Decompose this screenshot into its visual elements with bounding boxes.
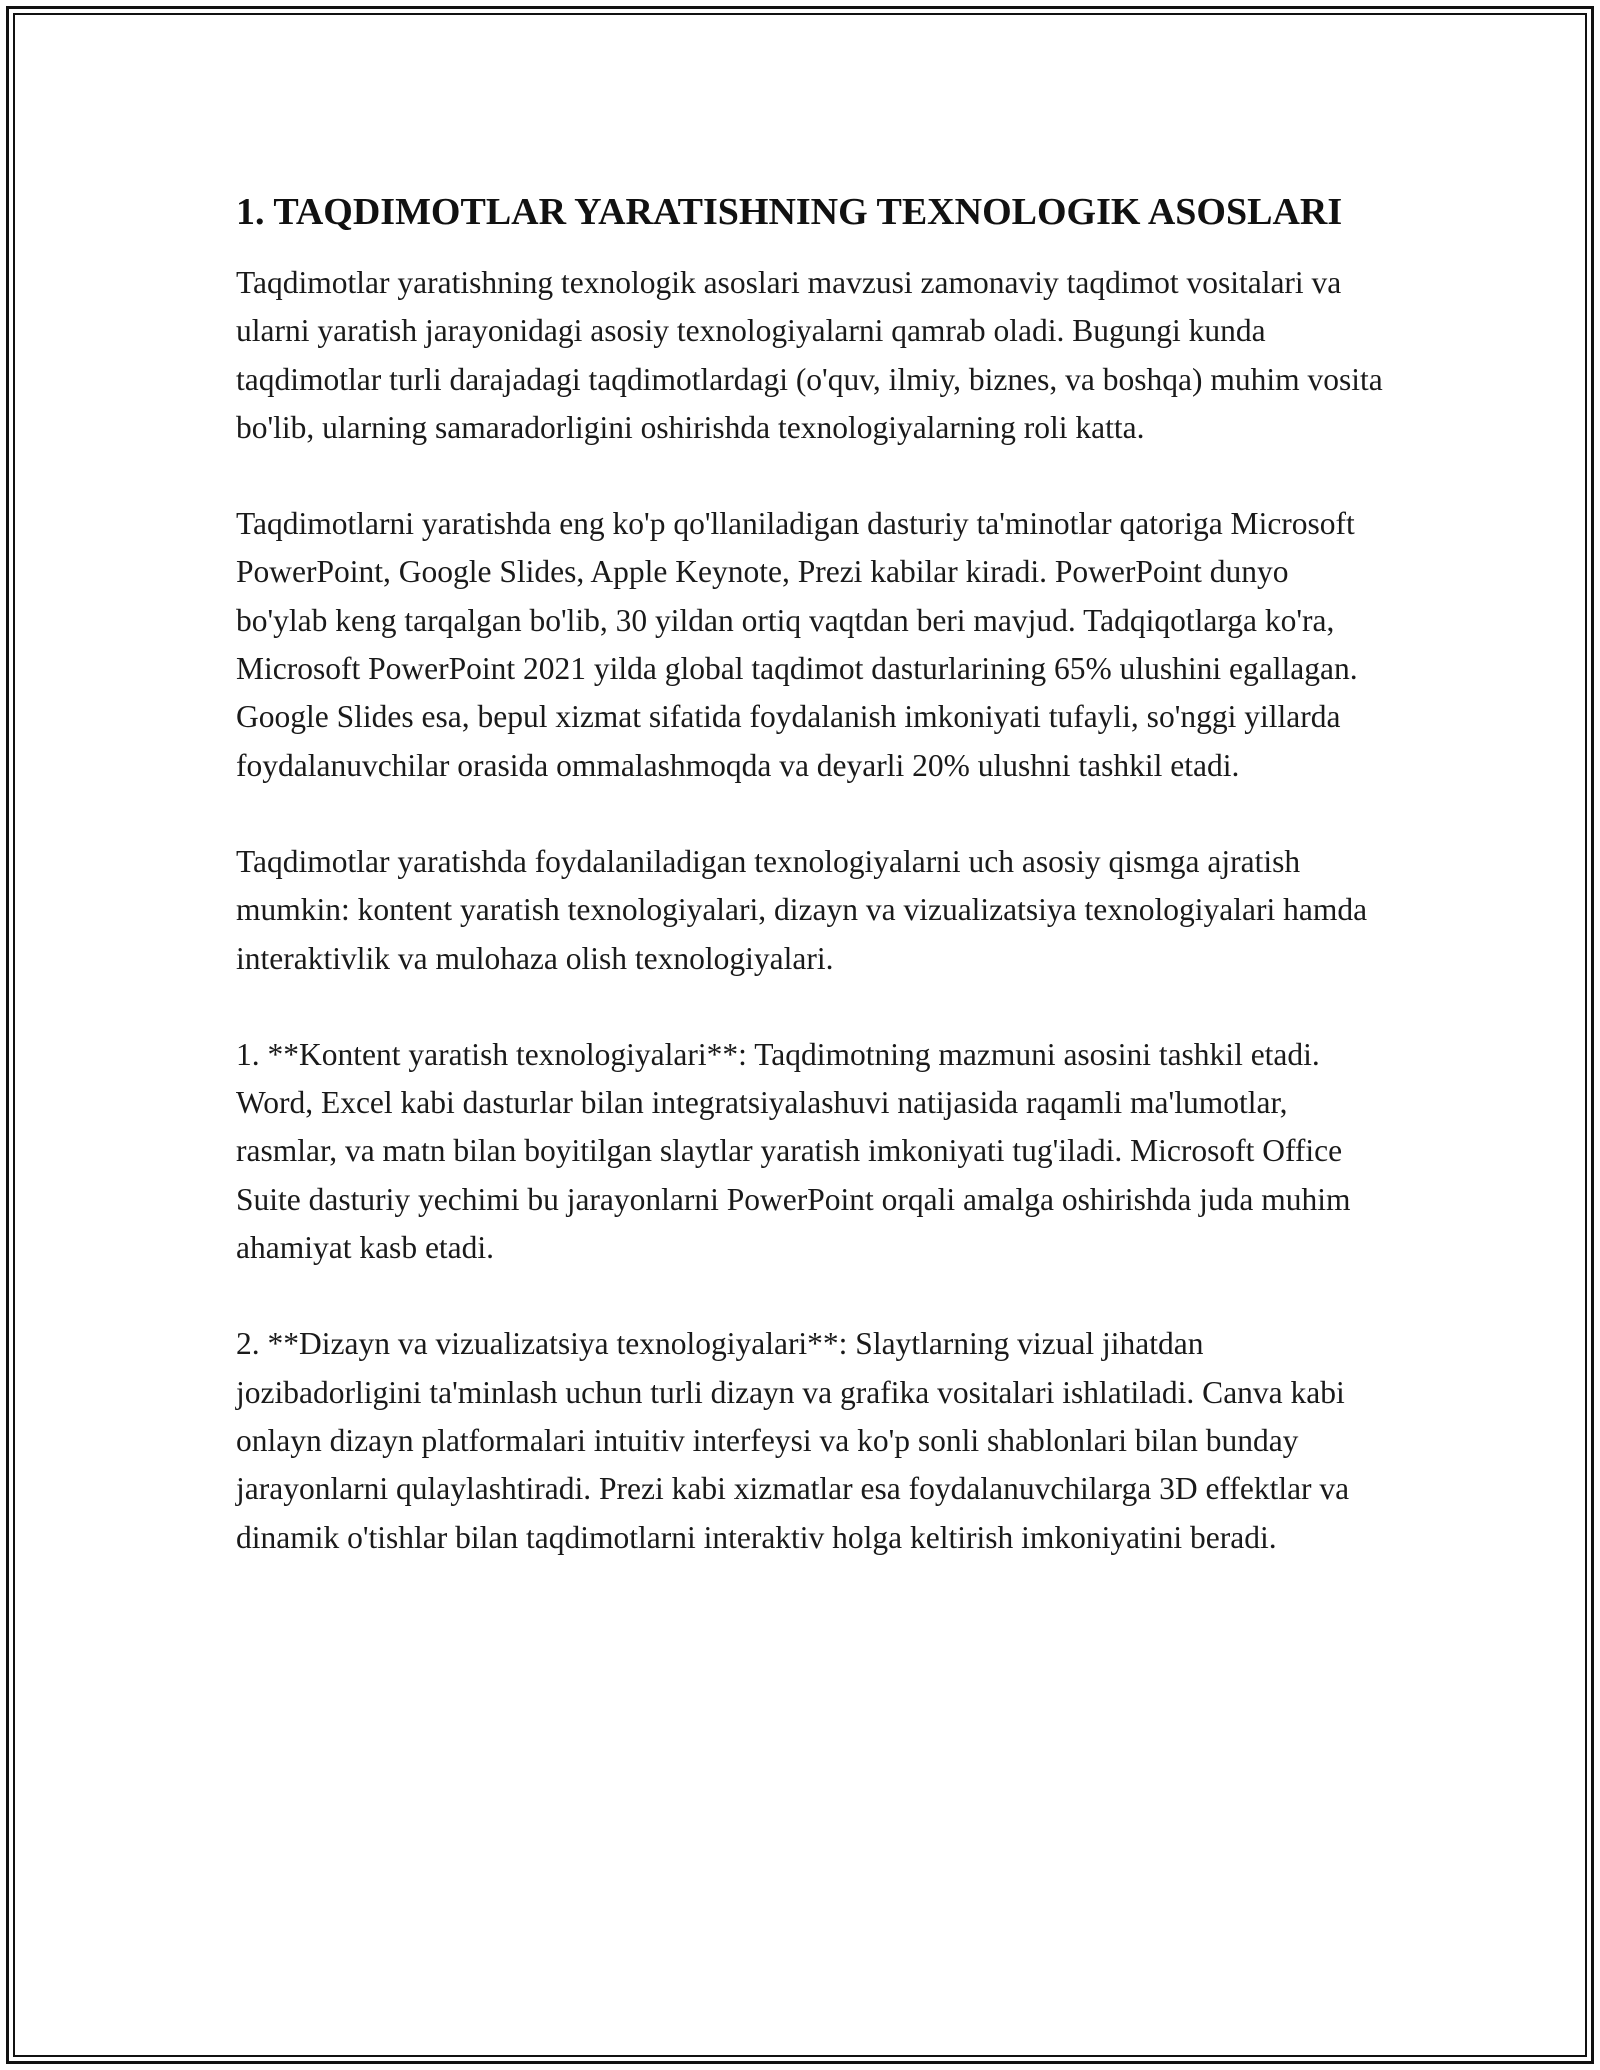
section-heading: 1. TAQDIMOTLAR YARATISHNING TEXNOLOGIK ASOSLARI [236,191,1343,233]
paragraph-software: Taqdimotlarni yaratishda eng ko'p qo'llaniladigan dasturiy ta'minotlar qatoriga Microsoft PowerPoint, Google Slides, Apple Keynote, Prezi kabilar kiradi. PowerPoint dunyo bo'ylab keng tarqalgan bo'lib, 30 yildan ortiq vaqtdan beri mavjud. Tadqiqotlarga ko'ra, Microsoft PowerPoint 2021 yilda global taqdimot dasturlarining 65% ulushini egallagan. Google Slides esa, bepul xizmat sifatida foydalanish imkoniyati tufayli, so'nggi yillarda foydalanuvchilar orasida ommalashmoqda va deyarli 20% ulushni tashkil etadi. [236,506,1358,783]
document-body [236,186,1386,1610]
paragraph-design-tech: 2. **Dizayn va vizualizatsiya texnologiyalari**: Slaytlarning vizual jihatdan jozibadorligini ta'minlash uchun turli dizayn va grafika vositalari ishlatiladi. Canva kabi onlayn dizayn platformalari intuitiv interfeysi va ko'p sonli shablonlari bilan bunday jarayonlarni qulaylashtiradi. Prezi kabi xizmatlar esa foydalanuvchilarga 3D effektlar va dinamik o'tishlar bilan taqdimotlarni interaktiv holga keltirish imkoniyatini beradi. [236,1326,1350,1555]
paragraph-content-tech: 1. **Kontent yaratish texnologiyalari**: Taqdimotning mazmuni asosini tashkil etadi. Word, Excel kabi dasturlar bilan integratsiyalashuvi natijasida raqamli ma'lumotlar, rasmlar, va matn bilan boyitilgan slaytlar yaratish imkoniyati tug'iladi. Microsoft Office Suite dasturiy yechimi bu jarayonlarni PowerPoint orqali amalga oshirishda juda muhim ahamiyat kasb etadi. [236,1036,1351,1266]
paragraph-categories: Taqdimotlar yaratishda foydalaniladigan texnologiyalarni uch asosiy qismga ajratish mumkin: kontent yaratish texnologiyalari, dizayn va vizualizatsiya texnologiyalari hamda interaktivlik va mulohaza olish texnologiyalari. [236,843,1368,976]
paragraph-intro: Taqdimotlar yaratishning texnologik asoslari mavzusi zamonaviy taqdimot vositalari va ularni yaratish jarayonidagi asosiy texnologiyalarni qamrab oladi. Bugungi kunda taqdimotlar turli darajadagi taqdimotlardagi (o'quv, ilmiy, biznes, va boshqa) muhim vosita bo'lib, ularning samaradorligini oshirishda texnologiyalarning roli katta. [236,265,1383,445]
